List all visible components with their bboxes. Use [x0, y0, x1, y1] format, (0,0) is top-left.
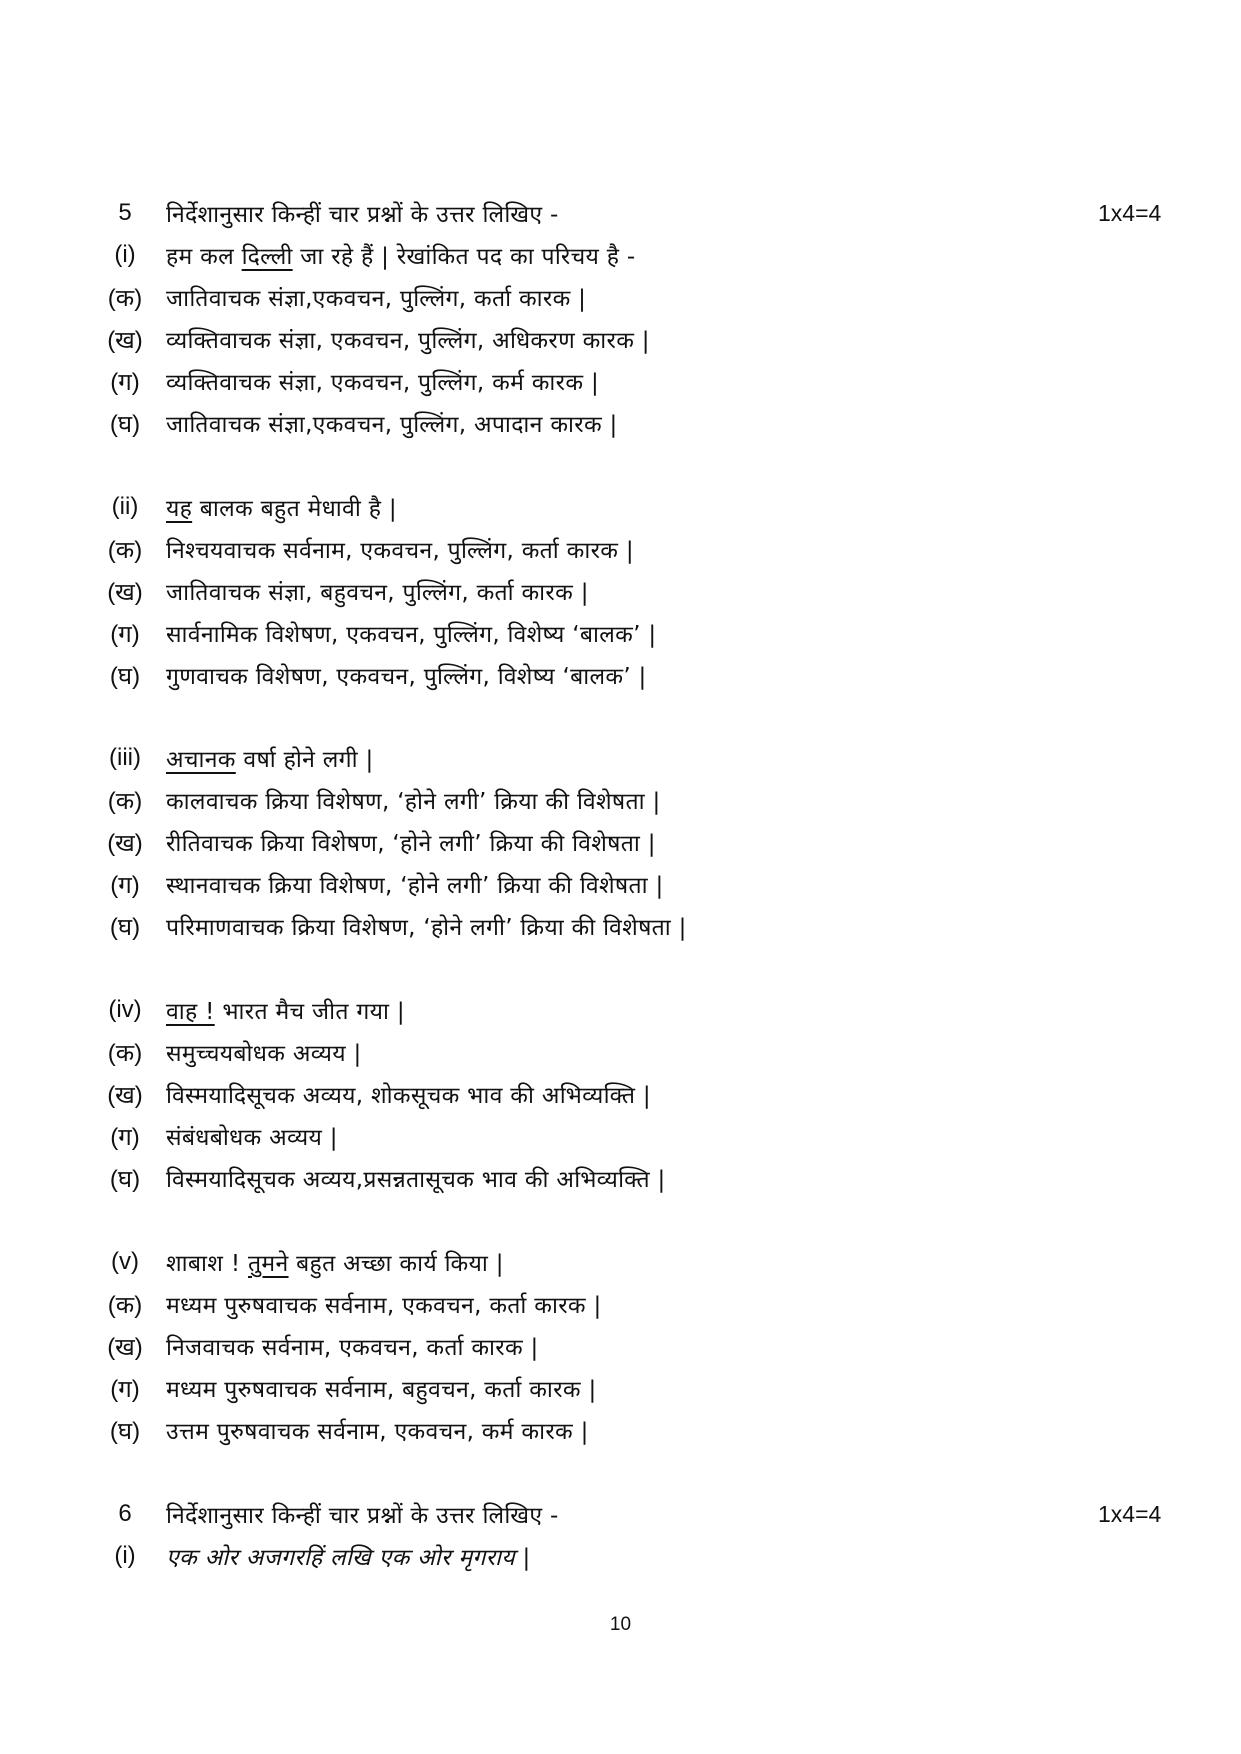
option-label: (ग) — [110, 1375, 140, 1403]
subquestion-label: (iv) — [108, 996, 142, 1023]
stem-text: जा रहे हैं | रेखांकित पद का परिचय है - — [292, 244, 636, 270]
option-label: (क) — [107, 1039, 143, 1067]
stem-text: शाबाश ! — [166, 1251, 248, 1277]
question-instruction: निर्देशानुसार किन्हीं चार प्रश्नों के उत्तर लिखिए - — [166, 202, 559, 228]
option-text: जातिवाचक संज्ञा, बहुवचन, पुल्लिंग, कर्ता कारक | — [166, 580, 589, 606]
subquestion-stem — [166, 239, 635, 271]
option-row — [0, 402, 1241, 444]
underlined-word: यह — [166, 496, 193, 522]
subquestion-i — [0, 1535, 1241, 1577]
stem-text: बहुत अच्छा कार्य किया | — [288, 1251, 504, 1277]
stem-text: वर्षा होने लगी | — [235, 747, 374, 773]
subquestion-label: (i) — [114, 1542, 136, 1569]
option-text: स्थानवाचक क्रिया विशेषण, ‘होने लगी’ क्रिया की विशेषता | — [166, 873, 664, 899]
option-label: (घ) — [109, 913, 141, 941]
question-marks: 1x4=4 — [1098, 199, 1162, 226]
stem-text: हम कल — [166, 244, 242, 270]
stem-text: बालक बहुत मेधावी है | — [192, 496, 397, 522]
option-row — [0, 360, 1241, 402]
option-label: (ख) — [107, 578, 143, 606]
subquestion-iv — [0, 989, 1241, 1031]
option-label: (क) — [107, 1291, 143, 1319]
question-6-header — [0, 1493, 1241, 1535]
question-instruction: निर्देशानुसार किन्हीं चार प्रश्नों के उत्तर लिखिए - — [166, 1503, 559, 1529]
option-row — [0, 821, 1241, 863]
question-5-header — [0, 192, 1241, 234]
option-label: (ग) — [110, 620, 140, 648]
option-row — [0, 612, 1241, 654]
subquestion-stem — [166, 491, 397, 523]
subquestion-stem — [166, 742, 374, 774]
option-row — [0, 779, 1241, 821]
option-label: (क) — [107, 284, 143, 312]
option-text: संबंधबोधक अव्यय | — [166, 1125, 338, 1151]
subquestion-v — [0, 1241, 1241, 1283]
subquestion-stem — [166, 1246, 504, 1278]
stem-text: भारत मैच जीत गया | — [214, 999, 405, 1025]
poetry-line: एक ओर अजगरहिं लखि एक ओर मृगराय | — [166, 1545, 531, 1571]
option-row — [0, 1367, 1241, 1409]
option-text: व्यक्तिवाचक संज्ञा, एकवचन, पुल्लिंग, कर्म कारक | — [166, 370, 599, 396]
option-row — [0, 1157, 1241, 1199]
option-text: परिमाणवाचक क्रिया विशेषण, ‘होने लगी’ क्रिया की विशेषता | — [166, 915, 687, 941]
option-row — [0, 1325, 1241, 1367]
option-row — [0, 1073, 1241, 1115]
subquestion-label: (v) — [111, 1248, 139, 1275]
option-row — [0, 1409, 1241, 1451]
option-label: (घ) — [109, 1417, 141, 1445]
option-label: (ख) — [107, 1333, 143, 1361]
option-text: रीतिवाचक क्रिया विशेषण, ‘होने लगी’ क्रिया की विशेषता | — [166, 831, 656, 857]
option-label: (ग) — [110, 368, 140, 396]
option-row — [0, 1115, 1241, 1157]
subquestion-label: (ii) — [111, 493, 139, 520]
option-text: विस्मयादिसूचक अव्यय, शोकसूचक भाव की अभिव्यक्ति | — [166, 1083, 651, 1109]
option-text: सार्वनामिक विशेषण, एकवचन, पुल्लिंग, विशेष्य ‘बालक’ | — [166, 622, 657, 648]
option-text: उत्तम पुरुषवाचक सर्वनाम, एकवचन, कर्म कारक | — [166, 1419, 589, 1445]
option-text: गुणवाचक विशेषण, एकवचन, पुल्लिंग, विशेष्य ‘बालक’ | — [166, 664, 647, 690]
option-row — [0, 654, 1241, 696]
option-text: निजवाचक सर्वनाम, एकवचन, कर्ता कारक | — [166, 1335, 539, 1361]
subquestion-label: (i) — [114, 241, 136, 268]
option-row — [0, 528, 1241, 570]
option-text: विस्मयादिसूचक अव्यय,प्रसन्नतासूचक भाव की अभिव्यक्ति | — [166, 1167, 666, 1193]
option-row — [0, 863, 1241, 905]
option-text: व्यक्तिवाचक संज्ञा, एकवचन, पुल्लिंग, अधिकरण कारक | — [166, 328, 650, 354]
question-number: 5 — [118, 199, 132, 226]
option-text: मध्यम पुरुषवाचक सर्वनाम, बहुवचन, कर्ता कारक | — [166, 1377, 597, 1403]
question-number: 6 — [118, 1500, 132, 1527]
option-text: कालवाचक क्रिया विशेषण, ‘होने लगी’ क्रिया की विशेषता | — [166, 789, 661, 815]
underlined-word: तुमने — [247, 1251, 289, 1277]
subquestion-stem — [166, 994, 405, 1026]
subquestion-label: (iii) — [109, 744, 141, 771]
option-row — [0, 276, 1241, 318]
subquestion-ii — [0, 486, 1241, 528]
option-label: (ख) — [107, 829, 143, 857]
option-label: (ख) — [107, 1081, 143, 1109]
underlined-word: अचानक — [166, 747, 236, 773]
page-number: 10 — [609, 1614, 632, 1635]
option-label: (ग) — [110, 1123, 140, 1151]
option-label: (घ) — [109, 1165, 141, 1193]
option-label: (घ) — [109, 410, 141, 438]
underlined-word: वाह ! — [166, 999, 215, 1025]
option-label: (क) — [107, 536, 143, 564]
option-row — [0, 1031, 1241, 1073]
underlined-word: दिल्ली — [241, 244, 293, 270]
option-text: जातिवाचक संज्ञा,एकवचन, पुल्लिंग, अपादान कारक | — [166, 412, 618, 438]
question-marks: 1x4=4 — [1098, 1500, 1162, 1527]
subquestion-iii — [0, 737, 1241, 779]
option-label: (ग) — [110, 871, 140, 899]
option-row — [0, 570, 1241, 612]
option-row — [0, 905, 1241, 947]
option-text: जातिवाचक संज्ञा,एकवचन, पुल्लिंग, कर्ता कारक | — [166, 286, 587, 312]
subquestion-i — [0, 234, 1241, 276]
option-row — [0, 318, 1241, 360]
option-label: (घ) — [109, 662, 141, 690]
option-text: मध्यम पुरुषवाचक सर्वनाम, एकवचन, कर्ता कारक | — [166, 1293, 602, 1319]
option-text: समुच्चयबोधक अव्यय | — [166, 1041, 362, 1067]
option-label: (क) — [107, 787, 143, 815]
option-label: (ख) — [107, 326, 143, 354]
option-row — [0, 1283, 1241, 1325]
option-text: निश्चयवाचक सर्वनाम, एकवचन, पुल्लिंग, कर्ता कारक | — [166, 538, 634, 564]
